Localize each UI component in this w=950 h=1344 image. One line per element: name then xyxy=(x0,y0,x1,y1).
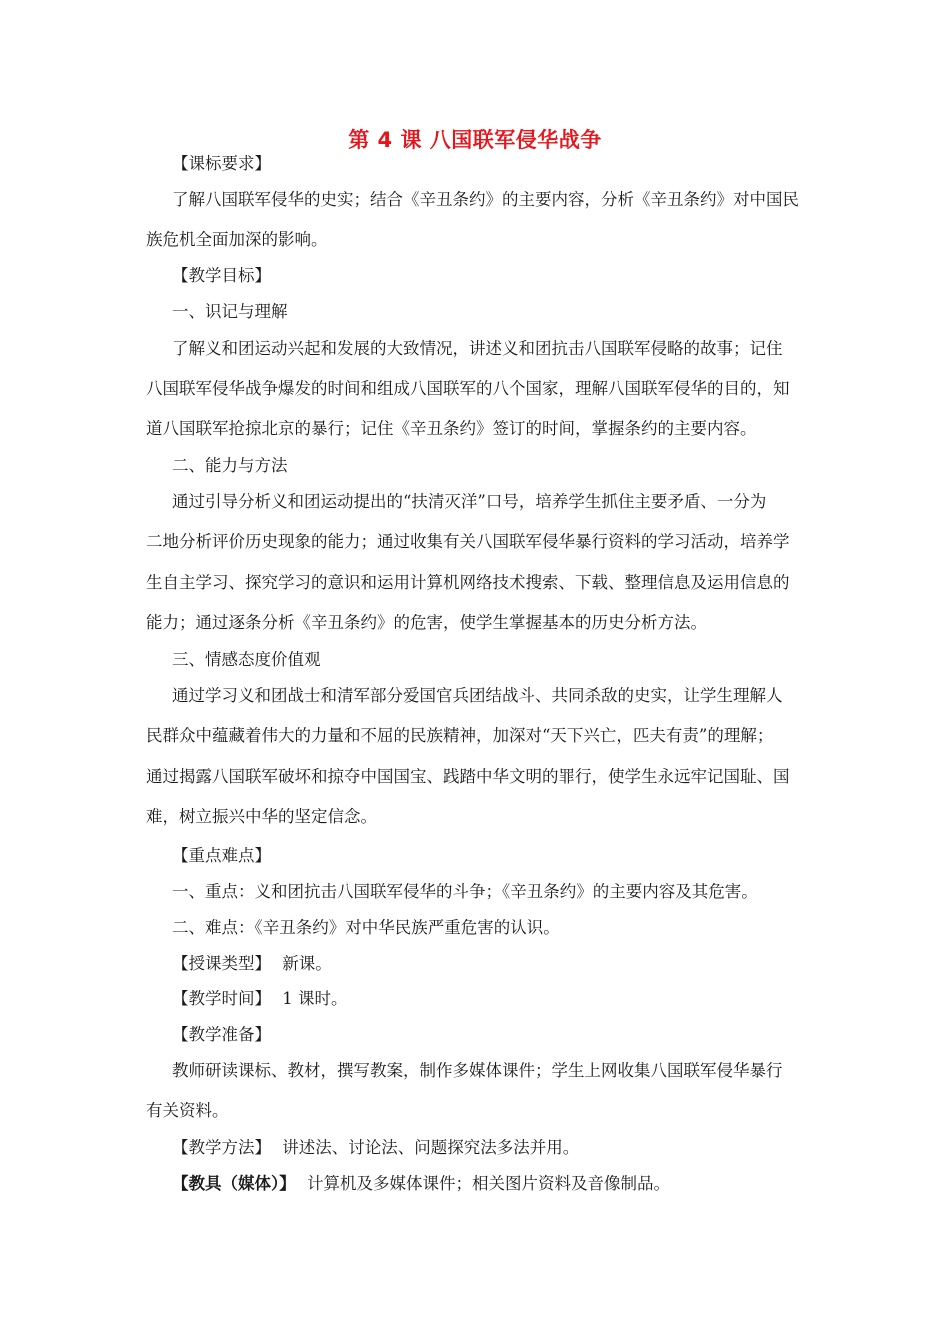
tools-value: 计算机及多媒体课件；相关图片资料及音像制品。 xyxy=(307,1174,670,1193)
paragraph-line: 一、重点：义和团抗击八国联军侵华的斗争；《辛丑条约》的主要内容及其危害。 xyxy=(172,882,758,901)
lesson-time-value: 1 课时。 xyxy=(282,989,348,1008)
paragraph-line: 二、难点：《辛丑条约》对中华民族严重危害的认识。 xyxy=(172,918,560,937)
subsection-heading: 三、情感态度价值观 xyxy=(172,650,321,669)
section-heading-key-points: 【重点难点】 xyxy=(172,846,271,865)
paragraph-line: 有关资料。 xyxy=(146,1101,229,1120)
paragraph-line: 二地分析评价历史现象的能力；通过收集有关八国联军侵华暴行资料的学习活动，培养学 xyxy=(146,532,790,551)
methods-row xyxy=(172,1138,579,1158)
lesson-time-row xyxy=(172,989,348,1009)
paragraph-line: 通过引导分析义和团运动提出的“扶清灭洋”口号，培养学生抓住主要矛盾、一分为 xyxy=(172,492,767,511)
tools-row xyxy=(172,1174,670,1194)
methods-value: 讲述法、讨论法、问题探究法多法并用。 xyxy=(282,1138,580,1157)
paragraph-line: 难，树立振兴中华的坚定信念。 xyxy=(146,807,377,826)
section-heading-curriculum: 【课标要求】 xyxy=(172,154,271,173)
paragraph-line: 生自主学习、探究学习的意识和运用计算机网络技术搜索、下载、整理信息及运用信息的 xyxy=(146,573,790,592)
paragraph-line: 民群众中蕴藏着伟大的力量和不屈的民族精神，加深对“天下兴亡，匹夫有责”的理解； xyxy=(146,726,774,745)
paragraph-line: 教师研读课标、教材，撰写教案，制作多媒体课件；学生上网收集八国联军侵华暴行 xyxy=(172,1061,783,1080)
paragraph-line: 通过揭露八国联军破坏和掠夺中国国宝、践踏中华文明的罪行，使学生永远牢记国耻、国 xyxy=(146,767,790,786)
section-heading-tools: 【教具（媒体）】 xyxy=(172,1174,296,1193)
lesson-type-value: 新课。 xyxy=(282,954,332,973)
paragraph-line: 通过学习义和团战士和清军部分爱国官兵团结战斗、共同杀敌的史实，让学生理解人 xyxy=(172,686,783,705)
paragraph-line: 八国联军侵华战争爆发的时间和组成八国联军的八个国家，理解八国联军侵华的目的，知 xyxy=(146,379,790,398)
paragraph-line: 了解八国联军侵华的史实；结合《辛丑条约》的主要内容，分析《辛丑条约》对中国民 xyxy=(172,190,799,209)
paragraph-line: 道八国联军抢掠北京的暴行；记住《辛丑条约》签订的时间，掌握条约的主要内容。 xyxy=(146,419,757,438)
section-heading-objectives: 【教学目标】 xyxy=(172,266,271,285)
paragraph-line: 了解义和团运动兴起和发展的大致情况，讲述义和团抗击八国联军侵略的故事；记住 xyxy=(172,339,783,358)
section-heading-lesson-type: 【授课类型】 xyxy=(172,954,271,973)
page-title: 第 4 课 八国联军侵华战争 xyxy=(348,128,602,152)
section-heading-methods: 【教学方法】 xyxy=(172,1138,271,1157)
section-heading-lesson-time: 【教学时间】 xyxy=(172,989,271,1008)
subsection-heading: 一、识记与理解 xyxy=(172,302,288,321)
paragraph-line: 能力；通过逐条分析《辛丑条约》的危害，使学生掌握基本的历史分析方法。 xyxy=(146,613,707,632)
lesson-type-row xyxy=(172,954,332,974)
paragraph-line: 族危机全面加深的影响。 xyxy=(146,230,328,249)
section-heading-preparation: 【教学准备】 xyxy=(172,1025,271,1044)
subsection-heading: 二、能力与方法 xyxy=(172,456,288,475)
